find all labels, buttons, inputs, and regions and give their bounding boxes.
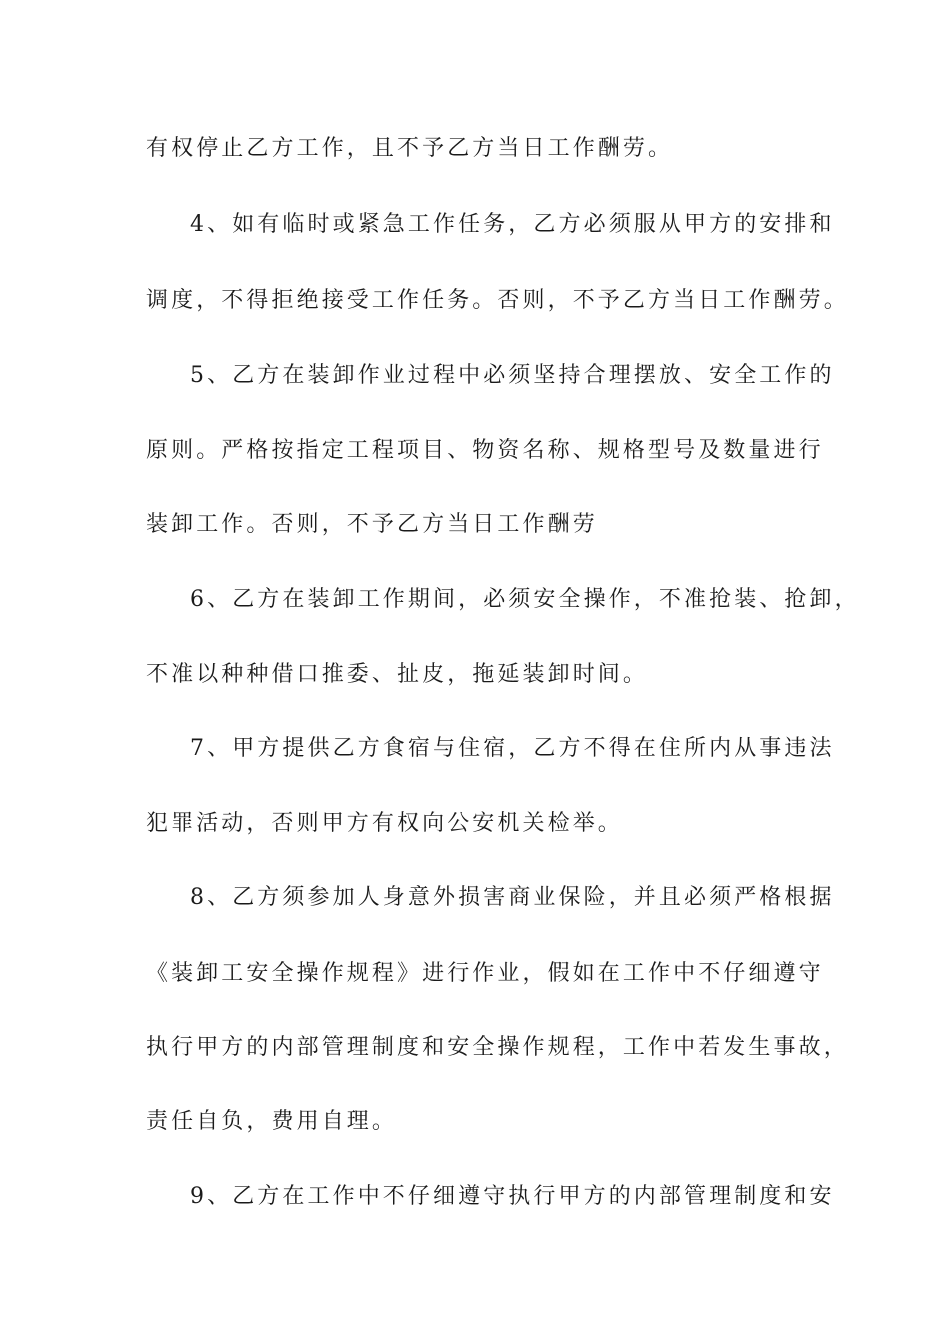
clause-8-line-2: 《装卸工安全操作规程》进行作业，假如在工作中不仔细遵守	[146, 961, 824, 986]
clause-5-line-3: 装卸工作。否则，不予乙方当日工作酬劳	[146, 512, 598, 537]
text-line: 有权停止乙方工作，且不予乙方当日工作酬劳。	[146, 136, 674, 161]
clause-4-line-2: 调度，不得拒绝接受工作任务。否则，不予乙方当日工作酬劳。	[146, 288, 849, 313]
clause-8-line-3: 执行甲方的内部管理制度和安全操作规程，工作中若发生事故，	[146, 1035, 849, 1060]
clause-8-line-4: 责任自负，费用自理。	[146, 1109, 398, 1134]
clause-8-line-1: 8、乙方须参加人身意外损害商业保险，并且必须严格根据	[190, 885, 835, 910]
clause-7-line-2: 犯罪活动，否则甲方有权向公安机关检举。	[146, 811, 623, 836]
clause-5-line-1: 5、乙方在装卸作业过程中必须坚持合理摆放、安全工作的	[190, 363, 835, 388]
clause-6-line-2: 不准以种种借口推委、扯皮，拖延装卸时间。	[146, 662, 649, 687]
clause-9-line-1: 9、乙方在工作中不仔细遵守执行甲方的内部管理制度和安	[190, 1184, 835, 1209]
clause-4-line-1: 4、如有临时或紧急工作任务，乙方必须服从甲方的安排和	[190, 212, 835, 237]
clause-5-line-2: 原则。严格按指定工程项目、物资名称、规格型号及数量进行	[146, 438, 824, 463]
clause-6-line-1: 6、乙方在装卸工作期间，必须安全操作，不准抢装、抢卸，	[190, 587, 860, 612]
clause-7-line-1: 7、甲方提供乙方食宿与住宿，乙方不得在住所内从事违法	[190, 736, 835, 761]
